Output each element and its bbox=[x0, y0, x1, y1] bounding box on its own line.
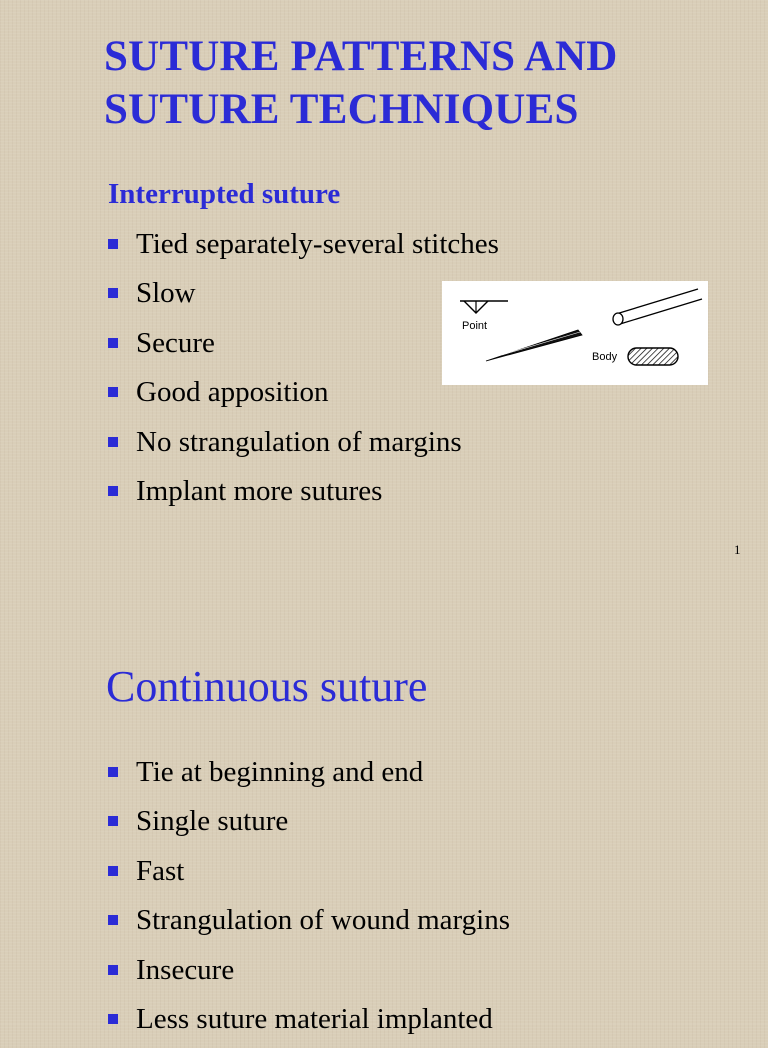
list-item-text: Less suture material implanted bbox=[136, 1002, 493, 1035]
point-cross-section-icon bbox=[460, 301, 508, 313]
slide-title bbox=[104, 30, 744, 136]
section-heading: Interrupted suture bbox=[108, 178, 341, 210]
bullet-square-icon bbox=[108, 965, 118, 975]
needle-tip-icon bbox=[486, 330, 582, 361]
list-item-text: Slow bbox=[136, 277, 196, 310]
list-item-text: No strangulation of margins bbox=[136, 425, 462, 458]
bullet-square-icon bbox=[108, 437, 118, 447]
list-item-text: Insecure bbox=[136, 953, 235, 986]
slide-title-line-2: SUTURE TECHNIQUES bbox=[104, 86, 579, 133]
bullet-square-icon bbox=[108, 866, 118, 876]
bullet-square-icon bbox=[108, 239, 118, 249]
list-item-text: Tie at beginning and end bbox=[136, 756, 424, 788]
bullet-square-icon bbox=[108, 915, 118, 925]
needle-shaft-icon bbox=[613, 289, 702, 325]
list-item-text: Tied separately-several stitches bbox=[136, 228, 499, 260]
bullet-square-icon bbox=[108, 816, 118, 826]
body-cross-section-icon bbox=[628, 348, 678, 365]
page-number: 1 bbox=[734, 542, 741, 557]
bullet-square-icon bbox=[108, 767, 118, 777]
bullet-square-icon bbox=[108, 486, 118, 496]
list-item-text: Single suture bbox=[136, 805, 289, 838]
point-label: Point bbox=[462, 320, 488, 332]
bullet-square-icon bbox=[108, 338, 118, 348]
body-label: Body bbox=[592, 351, 618, 363]
bullet-square-icon bbox=[108, 288, 118, 298]
slide-title-line-1: SUTURE PATTERNS AND bbox=[104, 33, 618, 80]
needle-diagram-svg bbox=[442, 281, 708, 385]
slide-continuous-suture bbox=[0, 580, 768, 1035]
bullet-square-icon bbox=[108, 387, 118, 397]
needle-illustration bbox=[442, 281, 708, 385]
list-item-text: Secure bbox=[136, 326, 215, 359]
list-item-text: Implant more sutures bbox=[136, 474, 383, 507]
bullet-square-icon bbox=[108, 1014, 118, 1024]
list-item-text: Fast bbox=[136, 854, 185, 887]
list-item-text: Good apposition bbox=[136, 376, 329, 409]
list-item-text: Strangulation of wound margins bbox=[136, 904, 511, 937]
slide-title: Continuous suture bbox=[106, 662, 428, 711]
